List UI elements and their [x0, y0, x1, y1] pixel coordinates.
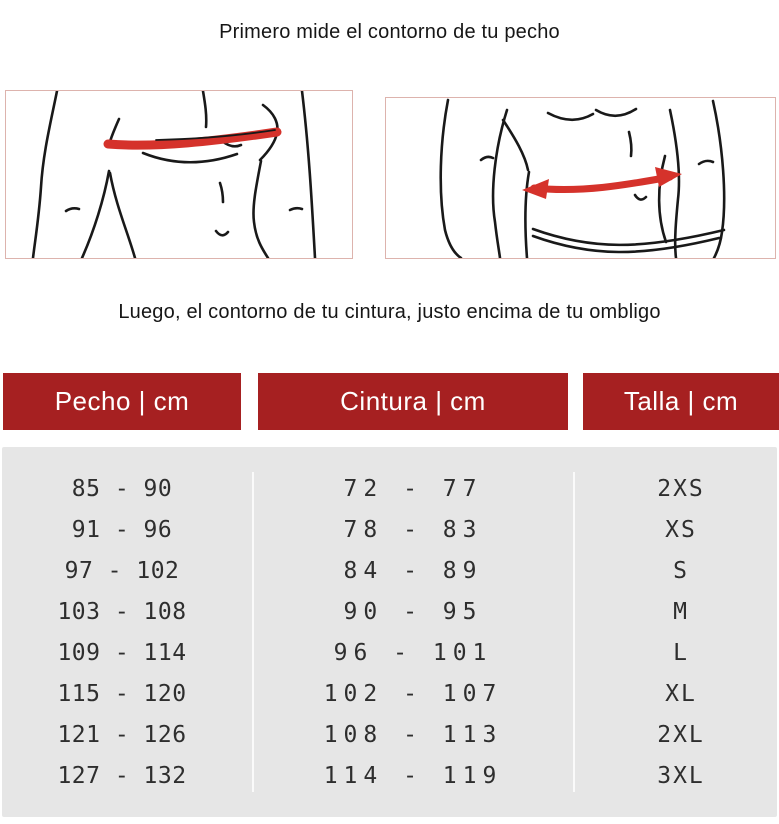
table-header-chest: Pecho | cm — [3, 373, 241, 430]
waist-range: 90 - 95 — [343, 599, 483, 625]
column-waist-values — [258, 469, 568, 797]
torso-line-art — [441, 100, 724, 258]
size-label: M — [673, 599, 689, 625]
size-label: L — [673, 640, 689, 666]
chest-range: 91 - 96 — [71, 517, 173, 543]
size-label: 2XL — [657, 722, 705, 748]
waist-measurement-illustration — [386, 98, 775, 258]
waist-measurement-figure — [385, 97, 776, 259]
chest-range: 127 - 132 — [57, 763, 187, 789]
waist-range: 114 - 119 — [323, 763, 503, 789]
chest-range: 109 - 114 — [57, 640, 187, 666]
torso-line-art — [33, 91, 315, 258]
waist-range: 96 - 101 — [333, 640, 493, 666]
table-header-waist: Cintura | cm — [258, 373, 568, 430]
size-label: XL — [665, 681, 697, 707]
chest-range: 97 - 102 — [64, 558, 180, 584]
waist-range: 84 - 89 — [343, 558, 483, 584]
chest-instruction-title: Primero mide el contorno de tu pecho — [219, 21, 560, 43]
waist-range: 78 - 83 — [343, 517, 483, 543]
waist-instruction-subtitle: Luego, el contorno de tu cintura, justo encima de tu ombligo — [118, 301, 661, 323]
size-label: 2XS — [657, 476, 705, 502]
column-divider — [252, 472, 254, 792]
chest-range: 115 - 120 — [57, 681, 187, 707]
size-label: 3XL — [657, 763, 705, 789]
waist-range: 108 - 113 — [323, 722, 503, 748]
table-header-size: Talla | cm — [583, 373, 779, 430]
waist-range: 72 - 77 — [343, 476, 483, 502]
column-size-values — [583, 469, 779, 797]
size-label: XS — [665, 517, 697, 543]
chest-range: 103 - 108 — [57, 599, 187, 625]
chest-measurement-illustration — [6, 91, 352, 258]
waist-range: 102 - 107 — [323, 681, 503, 707]
column-chest-values — [3, 469, 241, 797]
chest-range: 121 - 126 — [57, 722, 187, 748]
chest-measurement-figure — [5, 90, 353, 259]
column-divider — [573, 472, 575, 792]
chest-range: 85 - 90 — [71, 476, 173, 502]
size-table-body — [2, 447, 777, 817]
size-label: S — [673, 558, 689, 584]
